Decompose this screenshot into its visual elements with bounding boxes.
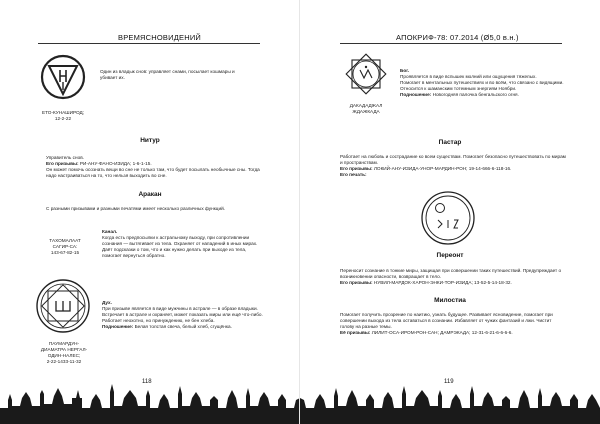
pastar-text: Работает на любовь и сострадание ко всем существам. Помогает безопасно путешествовать по мирам и пространствам. <box>340 154 566 165</box>
sigil3-caption-line2: ДИАМАТРА НЕРГАЛ- <box>40 347 88 352</box>
section-title-arakan: Аракан <box>138 191 162 198</box>
dukh-text: При призыве является в виде мужчины в астрале — в образе владыки. Встречает в астрале и охраняет, может показать миры или ещё что-либо. Работает неохотно, но принуждению, не бен хлеба. <box>102 306 263 323</box>
right-sigil-caption <box>328 103 404 115</box>
skyline-right <box>300 364 600 424</box>
bog-label: Бог. <box>400 68 410 73</box>
pereont-prizyv-value: НУВИЛ-МАРДОК-ХАРОН-ЭНКИ-ТОР-ИЗИДА; 13-52-5-14-18-32. <box>373 280 512 285</box>
pastar-prizyv-label: Его призывы: <box>340 166 373 171</box>
left-page-number: 118 <box>142 379 152 385</box>
section-title-pastar: Пастар <box>438 139 462 146</box>
milostia-prizyv-label: Её призывы: <box>340 330 371 335</box>
dukh-pod-value: Белая толстая свеча, белый хлеб, сгущёнка. <box>134 324 232 329</box>
sigil-circle-seal <box>420 190 476 246</box>
pereont-prizyv-label: Его призывы: <box>340 280 373 285</box>
right-header-rule <box>340 43 562 44</box>
pastar-pechat-label: Его печать: <box>340 172 367 177</box>
bog-pod-value: Новогодняя палочка бенгальского огня. <box>432 92 519 97</box>
sigil3-caption-line1: ПАУМАРДУН- <box>48 341 80 346</box>
section-title-milostia: Милостиа <box>434 297 466 304</box>
dukh-pod-label: Подношение: <box>102 324 134 329</box>
right-sigil-caption-line2: ЖДАЖКАДА <box>352 109 380 114</box>
kanal-block <box>102 229 262 259</box>
sigil3-caption-line4: 2-22-1433-11-32 <box>46 359 82 364</box>
dukh-block <box>102 300 267 330</box>
pastar-body <box>340 154 566 178</box>
sigil-octagram <box>340 48 392 100</box>
svg-text:· · ·: · · · <box>59 283 67 288</box>
dukh-label: Дух. <box>102 300 112 305</box>
right-running-header: АПОКРИФ-78: 07.2014 (Ø5,0 в.н.) <box>396 33 519 42</box>
section-title-nitur: Нитур <box>140 137 160 144</box>
bog-pod-label: Подношение: <box>400 92 432 97</box>
sigil-star <box>34 277 92 335</box>
section-title-pereont: Переонт <box>436 252 464 259</box>
right-sigil-caption-line1: ДАКАДАДЖАЛ <box>349 103 383 108</box>
kanal-text: Когда есть предпосылки к астральному выходу, при сопротивлении сознания — вытягивает из тела. Охраняет от нападений в иных мирах. Даёт подсказки о том, что и как нужно делать при выходе из тела, помогает вернуться обратно. <box>102 235 258 258</box>
sigil3-caption-line3: ОДИН-НАЛЕС; <box>47 353 81 358</box>
nitur-prizyv-value: РИ-АНУ-ФАНО-ИЗИДА; 1-6-1-15. <box>79 161 152 166</box>
sigil2-caption-line3: 143-67-82-15 <box>50 250 80 255</box>
milostia-body <box>340 312 566 336</box>
kanal-label: Канал. <box>102 229 118 234</box>
skyline-left <box>0 364 300 424</box>
pereont-text: Переносит сознание в тонкие миры, защищая при совершении таких путешествий. Предупреждает о возникновении опасности, возвращает в тело. <box>340 268 562 279</box>
sigil1-caption <box>28 110 98 122</box>
sigil3-caption <box>26 341 102 365</box>
sigil1-caption-line2: 12-2-22 <box>54 116 72 121</box>
right-page <box>300 0 600 424</box>
milostia-text: Помогает получить прозрение по наитию, узнать будущее. Развивает ясновидение, помогает при совершении выхода из тела оставаться в сознании. Избавляет от чужих фантазий и лжи. Чистит голову на разные темы. <box>340 312 553 329</box>
pastar-prizyv-value: ЛОКИЙ-АНУ-ИЗИДА-УНОР-МАРДИН-РОН; 19-14-666-6-118-16. <box>373 166 512 171</box>
left-header-rule <box>38 43 260 44</box>
bog-line2: Помогает в ментальных путешествиях и во всём, что связано с видящими. <box>400 80 564 85</box>
intro-text: Один из владык снов: управляет снами, посылает кошмары и убивает их. <box>100 69 235 80</box>
pereont-body <box>340 268 566 286</box>
nitur-body <box>46 155 266 179</box>
nitur-line1: Управитель снов. <box>46 155 84 160</box>
bog-line1: Проявляется в виде вспышек молний или ощущения тяжелых. <box>400 74 537 79</box>
left-running-header: ВРЕМЯСНОВИДЕНИЙ <box>118 33 202 42</box>
nitur-prizyv-label: Его призывы: <box>46 161 79 166</box>
sigil2-caption <box>30 238 100 256</box>
sigil2-caption-line2: САГИР-СА: <box>52 244 78 249</box>
nitur-line3: Он может помочь осознать вещи во сне не только там, что будет посылать необычные сны. Тогда надо настраиваться на то, что нельзя выходить во сне. <box>46 167 260 178</box>
arakan-intro: С разными призывами и разными печатями имеет несколько различных функций. <box>46 206 226 211</box>
bog-block <box>400 68 570 98</box>
sigil1-caption-line1: ЕТО-КУНАШИРОД; <box>42 110 84 115</box>
right-page-number: 119 <box>444 379 454 385</box>
bog-line3: Относится к шаманским тотемным энергиям Ноябри. <box>400 86 517 91</box>
sigil-triangle <box>40 54 86 110</box>
sigil2-caption-line1: ТАХОМАЛААТ <box>49 238 81 243</box>
milostia-prizyv-value: ЛИЛИТ-ОСА-ИРОМ-РОН-САН; ДАМРЭКАДА; 12-31-6-21-6-6-6-6. <box>371 330 513 335</box>
